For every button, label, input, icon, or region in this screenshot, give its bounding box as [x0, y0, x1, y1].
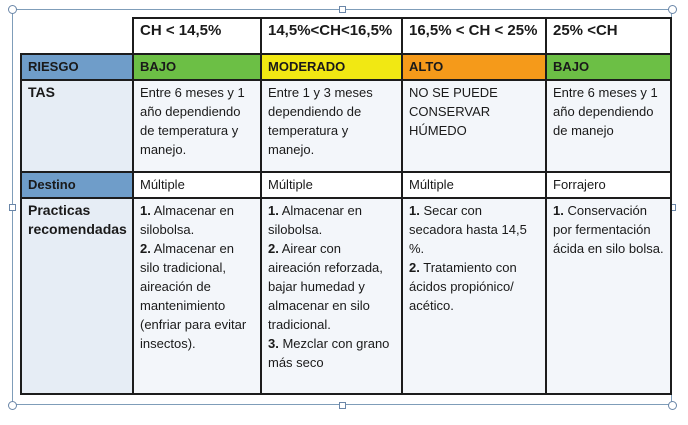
- riesgo-value-1: BAJO: [133, 54, 261, 80]
- destino-value-4: Forrajero: [546, 172, 671, 198]
- riesgo-label: RIESGO: [21, 54, 133, 80]
- header-ch-2: 14,5%<CH<16,5%: [261, 18, 402, 54]
- practica-item: 2. Airear con aireación reforzada, bajar humedad y almacenar en silo tradicional.: [268, 241, 383, 332]
- destino-value-1: Múltiple: [133, 172, 261, 198]
- riesgo-value-2: MODERADO: [261, 54, 402, 80]
- practica-item: 2. Tratamiento con ácidos propiónico/ acético.: [409, 260, 517, 313]
- practicas-col-4: [546, 198, 671, 394]
- tas-value-2: Entre 1 y 3 meses dependiendo de temperatura y manejo.: [261, 80, 402, 172]
- practicas-col-1: [133, 198, 261, 394]
- practica-item: 1. Almacenar en silobolsa.: [140, 203, 234, 237]
- resize-handle-top-center[interactable]: [339, 6, 346, 13]
- tas-value-4: Entre 6 meses y 1 año dependiendo de manejo: [546, 80, 671, 172]
- resize-handle-middle-left[interactable]: [9, 204, 16, 211]
- header-ch-3: 16,5% < CH < 25%: [402, 18, 546, 54]
- practicas-row: [21, 198, 671, 394]
- riesgo-row: [21, 54, 671, 80]
- header-ch-4: 25% <CH: [546, 18, 671, 54]
- riesgo-value-4: BAJO: [546, 54, 671, 80]
- resize-handle-top-left[interactable]: [8, 5, 17, 14]
- tas-label: TAS: [21, 80, 133, 172]
- resize-handle-bottom-right[interactable]: [668, 401, 677, 410]
- moisture-risk-table: [20, 17, 672, 395]
- destino-row: [21, 172, 671, 198]
- practicas-label: Practicas recomendadas: [21, 198, 133, 394]
- practicas-col-3: [402, 198, 546, 394]
- practica-item: 1. Secar con secadora hasta 14,5 %.: [409, 203, 527, 256]
- practica-item: 3. Mezclar con grano más seco: [268, 336, 390, 370]
- riesgo-value-3: ALTO: [402, 54, 546, 80]
- tas-value-3: NO SE PUEDE CONSERVAR HÚMEDO: [402, 80, 546, 172]
- practica-item: 1. Conservación por fermentación ácida en silo bolsa.: [553, 203, 664, 256]
- practicas-col-2: [261, 198, 402, 394]
- tas-row: [21, 80, 671, 172]
- destino-label: Destino: [21, 172, 133, 198]
- destino-value-2: Múltiple: [261, 172, 402, 198]
- header-ch-1: CH < 14,5%: [133, 18, 261, 54]
- practica-item: 2. Almacenar en silo tradicional, aireación de mantenimiento (enfriar para evitar insectos).: [140, 241, 247, 351]
- destino-value-3: Múltiple: [402, 172, 546, 198]
- tas-value-1: Entre 6 meses y 1 año dependiendo de temperatura y manejo.: [133, 80, 261, 172]
- resize-handle-bottom-left[interactable]: [8, 401, 17, 410]
- resize-handle-bottom-center[interactable]: [339, 402, 346, 409]
- header-row: [21, 18, 671, 54]
- header-corner: [21, 18, 133, 54]
- practica-item: 1. Almacenar en silobolsa.: [268, 203, 362, 237]
- resize-handle-top-right[interactable]: [668, 5, 677, 14]
